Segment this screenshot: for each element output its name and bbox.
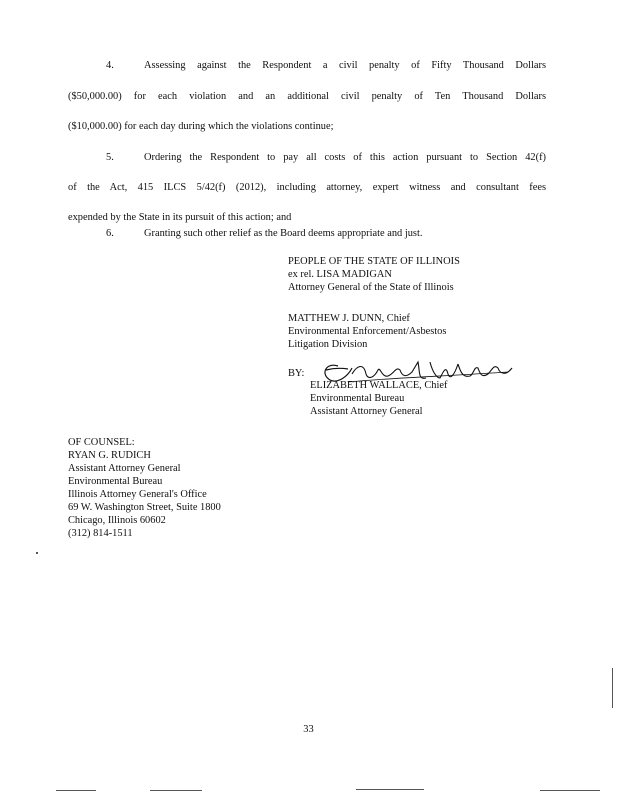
item4-number: 4. bbox=[106, 60, 114, 71]
item6-number: 6. bbox=[106, 228, 114, 239]
scan-bottom-mark-1 bbox=[56, 790, 96, 791]
counsel-block bbox=[68, 436, 221, 540]
item5-number: 5. bbox=[106, 152, 114, 163]
counsel-city: Chicago, Illinois 60602 bbox=[68, 515, 166, 526]
party-line1: PEOPLE OF THE STATE OF ILLINOIS bbox=[288, 256, 460, 267]
page-number: 33 bbox=[303, 724, 314, 735]
item5-line3: expended by the State in its pursuit of this action; and bbox=[68, 212, 292, 223]
counsel-phone: (312) 814-1511 bbox=[68, 528, 133, 539]
counsel-office: Illinois Attorney General's Office bbox=[68, 489, 207, 500]
by-label: BY: bbox=[288, 368, 305, 379]
signer-bureau: Environmental Bureau bbox=[310, 393, 405, 404]
chief-line2: Environmental Enforcement/Asbestos bbox=[288, 326, 447, 337]
item4-line1 bbox=[68, 60, 546, 72]
counsel-street: 69 W. Washington Street, Suite 1800 bbox=[68, 502, 221, 513]
item6-text: Granting such other relief as the Board deems appropriate and just. bbox=[144, 228, 423, 239]
signer-name: ELIZABETH WALLACE, Chief bbox=[310, 380, 448, 391]
counsel-title: Assistant Attorney General bbox=[68, 463, 181, 474]
party-block bbox=[288, 255, 460, 294]
scan-bottom-mark-3 bbox=[356, 789, 424, 790]
chief-line3: Litigation Division bbox=[288, 339, 368, 350]
party-line2: ex rel. LISA MADIGAN bbox=[288, 269, 392, 280]
item5-text1: Ordering the Respondent to pay all costs of this action pursuant to Section 42(f) bbox=[144, 152, 546, 163]
counsel-name: RYAN G. RUDICH bbox=[68, 450, 151, 461]
party-line3: Attorney General of the State of Illinois bbox=[288, 282, 454, 293]
chief-line1: MATTHEW J. DUNN, Chief bbox=[288, 313, 410, 324]
item5-line1 bbox=[68, 152, 546, 164]
item6-line bbox=[68, 228, 546, 240]
scan-bottom-mark-4 bbox=[540, 790, 600, 791]
signer-block bbox=[310, 379, 447, 418]
item4-line3: ($10,000.00) for each day during which the violations continue; bbox=[68, 121, 334, 132]
counsel-bureau: Environmental Bureau bbox=[68, 476, 163, 487]
item4-line2: ($50,000.00) for each violation and an additional civil penalty of Ten Thousand Dollars bbox=[68, 91, 546, 102]
item4-text1: Assessing against the Respondent a civil penalty of Fifty Thousand Dollars bbox=[144, 60, 546, 71]
scan-speck bbox=[36, 552, 38, 554]
chief-block bbox=[288, 312, 446, 351]
signer-title: Assistant Attorney General bbox=[310, 406, 423, 417]
scan-edge-mark bbox=[612, 668, 613, 708]
scan-bottom-mark-2 bbox=[150, 790, 202, 791]
counsel-heading: OF COUNSEL: bbox=[68, 437, 135, 448]
item5-line2: of the Act, 415 ILCS 5/42(f) (2012), including attorney, expert witness and consultant fees bbox=[68, 182, 546, 193]
